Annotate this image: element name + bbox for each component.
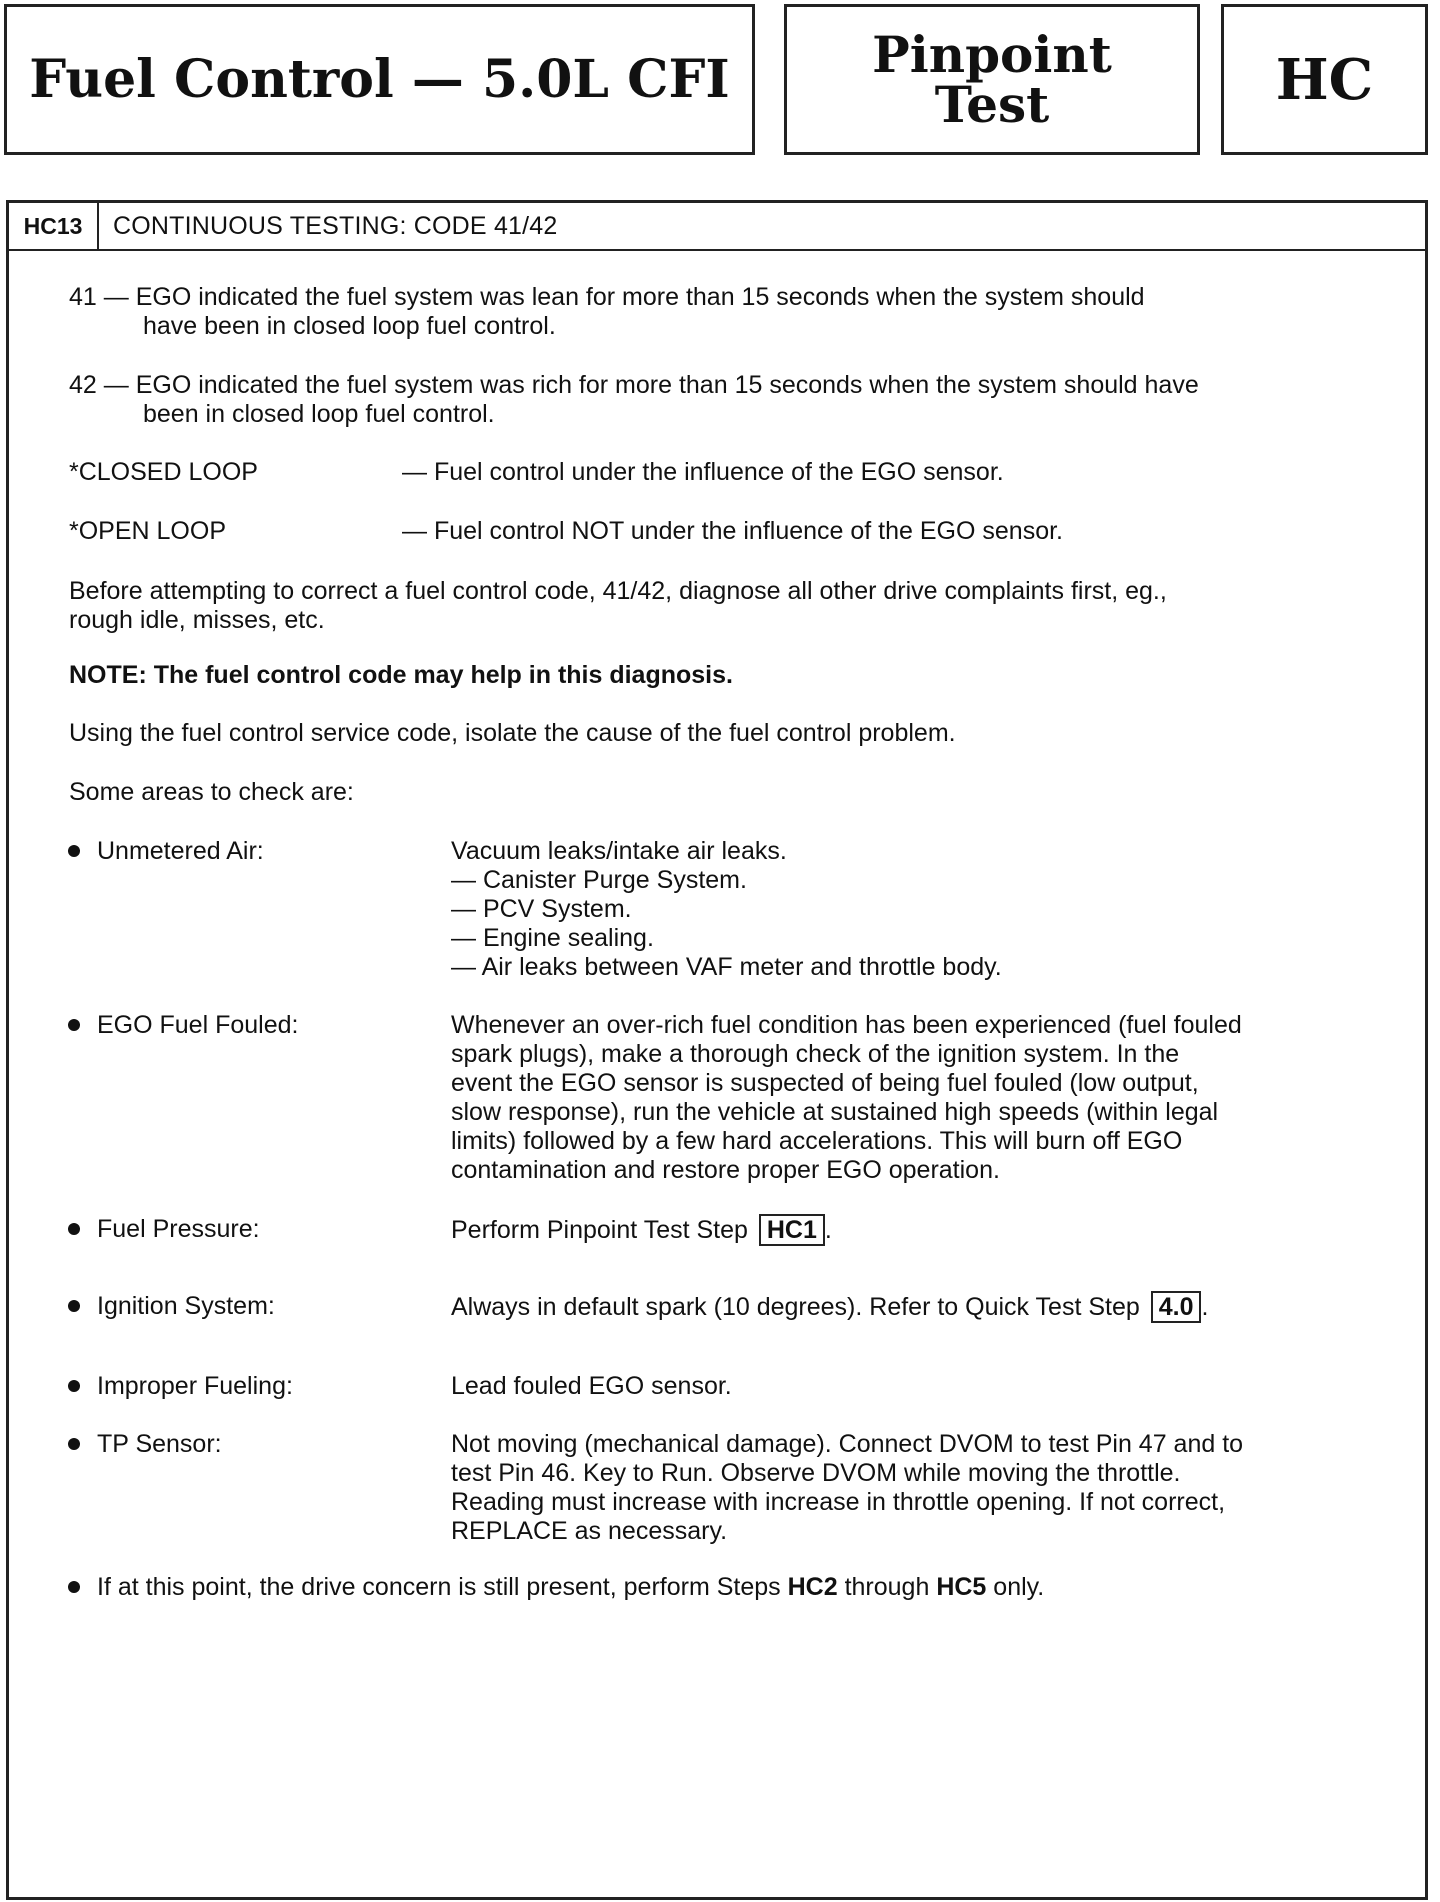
bullet-icon [68,1300,80,1312]
ego-fouled-line: contamination and restore proper EGO operation. [451,1156,1000,1184]
final-mid: through [844,1573,930,1601]
code-41-line1: 41 — EGO indicated the fuel system was lean for more than 15 seconds when the system should [69,283,1145,311]
unmetered-air-line: — Air leaks between VAF meter and throttle body. [451,953,1002,981]
final-post: only. [993,1573,1045,1601]
final-step-hc5: HC5 [936,1573,987,1601]
test-type-box [784,4,1200,155]
test-type-line1: Pinpoint [872,24,1112,84]
tp-sensor-line: REPLACE as necessary. [451,1517,728,1545]
section-code: HC [1221,4,1428,155]
check-label-tp-sensor: TP Sensor: [97,1430,222,1458]
open-loop-desc: — Fuel control NOT under the influence of the EGO sensor. [402,517,1063,545]
tp-sensor-line: Not moving (mechanical damage). Connect DVOM to test Pin 47 and to [451,1430,1244,1458]
unmetered-air-line: — Canister Purge System. [451,866,747,894]
bullet-icon [68,1438,80,1450]
before-text-line1: Before attempting to correct a fuel control code, 41/42, diagnose all other drive complaints first, eg., [69,577,1167,605]
check-label-unmetered-air: Unmetered Air: [97,837,264,865]
page-title: Fuel Control — 5.0L CFI [4,4,755,155]
before-text-line2: rough idle, misses, etc. [69,606,325,634]
ignition-end: . [1201,1293,1209,1321]
tp-sensor-line: test Pin 46. Key to Run. Observe DVOM while moving the throttle. [451,1459,1181,1487]
fuel-pressure-desc: Perform Pinpoint Test Step [451,1216,748,1244]
note-text: NOTE: The fuel control code may help in this diagnosis. [69,661,733,689]
step-ref-4-0[interactable]: 4.0 [1151,1291,1202,1323]
check-label-ignition: Ignition System: [97,1292,275,1320]
some-areas-text: Some areas to check are: [69,778,354,806]
improper-fueling-text: Lead fouled EGO sensor. [451,1372,732,1400]
using-text: Using the fuel control service code, isolate the cause of the fuel control problem. [69,719,956,747]
fuel-pressure-text [451,1214,832,1246]
ignition-text [451,1291,1208,1323]
code-42-line1: 42 — EGO indicated the fuel system was rich for more than 15 seconds when the system should have [69,371,1199,399]
step-ref-hc1[interactable]: HC1 [759,1214,825,1246]
open-loop-term: *OPEN LOOP [69,517,226,545]
unmetered-air-line: Vacuum leaks/intake air leaks. [451,837,787,865]
code-42-line2: been in closed loop fuel control. [143,400,495,428]
final-pre: If at this point, the drive concern is still present, perform Steps [97,1573,781,1601]
tp-sensor-line: Reading must increase with increase in throttle opening. If not correct, [451,1488,1226,1516]
ignition-desc: Always in default spark (10 degrees). Refer to Quick Test Step [451,1293,1140,1321]
bullet-icon [68,1019,80,1031]
code-41-line2: have been in closed loop fuel control. [143,312,556,340]
ego-fouled-line: spark plugs), make a thorough check of the ignition system. In the [451,1040,1180,1068]
check-label-ego-fouled: EGO Fuel Fouled: [97,1011,299,1039]
bullet-icon [68,1380,80,1392]
closed-loop-desc: — Fuel control under the influence of the EGO sensor. [402,458,1004,486]
bullet-icon [68,1581,80,1593]
step-title: CONTINUOUS TESTING: CODE 41/42 [113,211,558,240]
test-type-line2: Test [934,74,1050,134]
step-header [9,203,1425,251]
fuel-pressure-end: . [824,1216,832,1244]
final-instruction [97,1572,1044,1602]
ego-fouled-line: slow response), run the vehicle at sustained high speeds (within legal [451,1098,1219,1126]
bullet-icon [68,845,80,857]
check-label-fuel-pressure: Fuel Pressure: [97,1215,260,1243]
unmetered-air-line: — Engine sealing. [451,924,654,952]
ego-fouled-line: Whenever an over-rich fuel condition has been experienced (fuel fouled [451,1011,1242,1039]
ego-fouled-line: limits) followed by a few hard accelerations. This will burn off EGO [451,1127,1183,1155]
ego-fouled-line: event the EGO sensor is suspected of being fuel fouled (low output, [451,1069,1199,1097]
bullet-icon [68,1223,80,1235]
final-step-hc2: HC2 [787,1573,838,1601]
unmetered-air-line: — PCV System. [451,895,632,923]
check-label-improper-fueling: Improper Fueling: [97,1372,293,1400]
step-id: HC13 [9,203,99,249]
closed-loop-term: *CLOSED LOOP [69,458,258,486]
